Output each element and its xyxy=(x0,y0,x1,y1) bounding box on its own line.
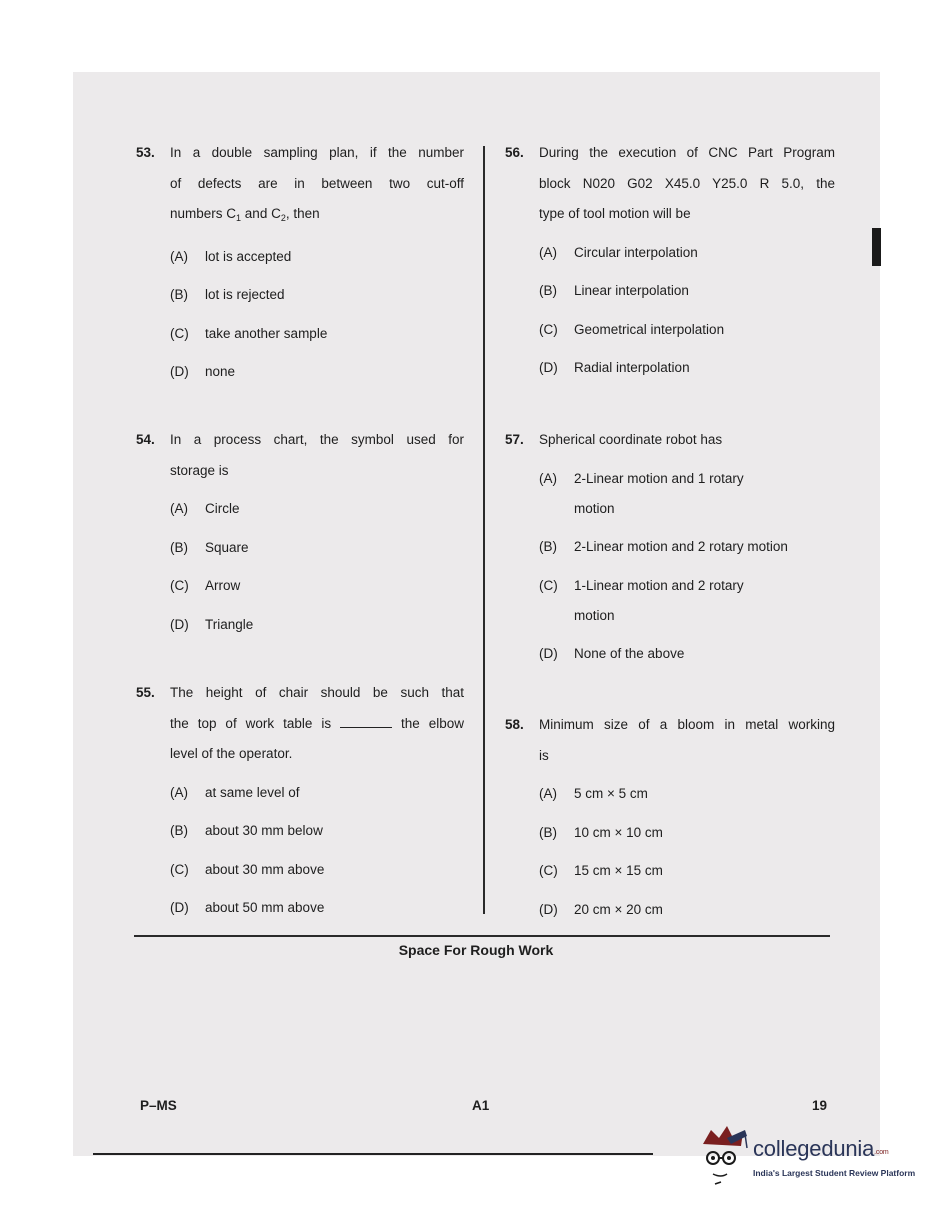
option: (C) about 30 mm above xyxy=(170,861,325,877)
option: (D) Radial interpolation xyxy=(539,360,690,375)
option: (D) None of the above xyxy=(539,646,685,661)
question-55 xyxy=(136,678,464,932)
option: (A) Circle xyxy=(170,501,240,516)
question-56 xyxy=(505,138,835,392)
option: (C) Geometrical interpolation xyxy=(539,321,725,337)
brand-tagline: India's Largest Student Review Platform xyxy=(753,1168,916,1178)
question-stem-line: is xyxy=(539,747,549,763)
question-stem-line: storage is xyxy=(170,462,229,478)
option: (C) 15 cm × 15 cm xyxy=(539,863,663,878)
option: (D) Triangle xyxy=(170,616,254,632)
question-stem-line: the top of work table is the elbow xyxy=(170,715,464,731)
question-number: 56. xyxy=(505,145,524,160)
option: (A) Circular interpolation xyxy=(539,244,698,260)
footer-paper-code: P–MS xyxy=(140,1098,177,1113)
option: (B) Linear interpolation xyxy=(539,283,689,298)
option: (A) 2-Linear motion and 1 rotary motion xyxy=(539,470,744,516)
option: (D) 20 cm × 20 cm xyxy=(539,901,663,917)
question-number: 57. xyxy=(505,432,524,447)
question-stem-line: Minimum size of a bloom in metal working xyxy=(539,717,835,732)
page-edge-marker xyxy=(872,228,881,266)
fill-in-blank xyxy=(340,714,392,728)
question-number: 53. xyxy=(136,145,155,160)
question-stem-line: Spherical coordinate robot has xyxy=(539,432,723,447)
option: (C) take another sample xyxy=(170,325,328,341)
collegedunia-logo xyxy=(697,1124,927,1194)
question-58 xyxy=(505,710,835,933)
option: (A) at same level of xyxy=(170,784,300,800)
option: (B) 10 cm × 10 cm xyxy=(539,824,663,840)
footer-page-number: 19 xyxy=(812,1098,828,1113)
question-number: 55. xyxy=(136,685,155,700)
question-stem-line: During the execution of CNC Part Program xyxy=(539,145,835,160)
mascot-icon xyxy=(697,1124,753,1190)
bottom-rule xyxy=(93,1153,653,1155)
question-stem-line: level of the operator. xyxy=(170,746,293,761)
question-stem-line: type of tool motion will be xyxy=(539,206,691,221)
option: (B) 2-Linear motion and 2 rotary motion xyxy=(539,539,788,554)
rough-work-label: Space For Rough Work xyxy=(398,942,554,958)
question-stem-line: numbers $C_1$ and $C_2$, then xyxy=(170,206,320,223)
option: (B) about 30 mm below xyxy=(170,823,323,838)
question-54 xyxy=(136,425,464,648)
option: (C) Arrow xyxy=(170,578,241,593)
option: (B) lot is rejected xyxy=(170,287,285,302)
question-stem-line: The height of chair should be such that xyxy=(170,685,464,700)
question-stem-line: In a double sampling plan, if the number xyxy=(170,145,464,160)
option: (D) about 50 mm above xyxy=(170,900,325,915)
footer-booklet-series: A1 xyxy=(472,1098,490,1113)
question-stem-line: In a process chart, the symbol used for xyxy=(170,432,464,447)
brand-name: collegedunia.com xyxy=(753,1136,889,1161)
option: (A) lot is accepted xyxy=(170,248,292,264)
column-divider xyxy=(483,146,485,914)
question-57 xyxy=(505,425,835,678)
option: (A) 5 cm × 5 cm xyxy=(539,786,648,801)
rough-work-divider xyxy=(134,935,830,937)
question-number: 54. xyxy=(136,432,155,447)
question-number: 58. xyxy=(505,717,524,732)
option: (B) Square xyxy=(170,539,249,555)
question-stem-line: block N020 G02 X45.0 Y25.0 R 5.0, the xyxy=(539,175,835,191)
question-stem-line: of defects are in between two cut-off xyxy=(170,175,464,191)
option: (D) none xyxy=(170,364,236,379)
question-53 xyxy=(136,138,464,396)
option: (C) 1-Linear motion and 2 rotary motion xyxy=(539,577,744,623)
